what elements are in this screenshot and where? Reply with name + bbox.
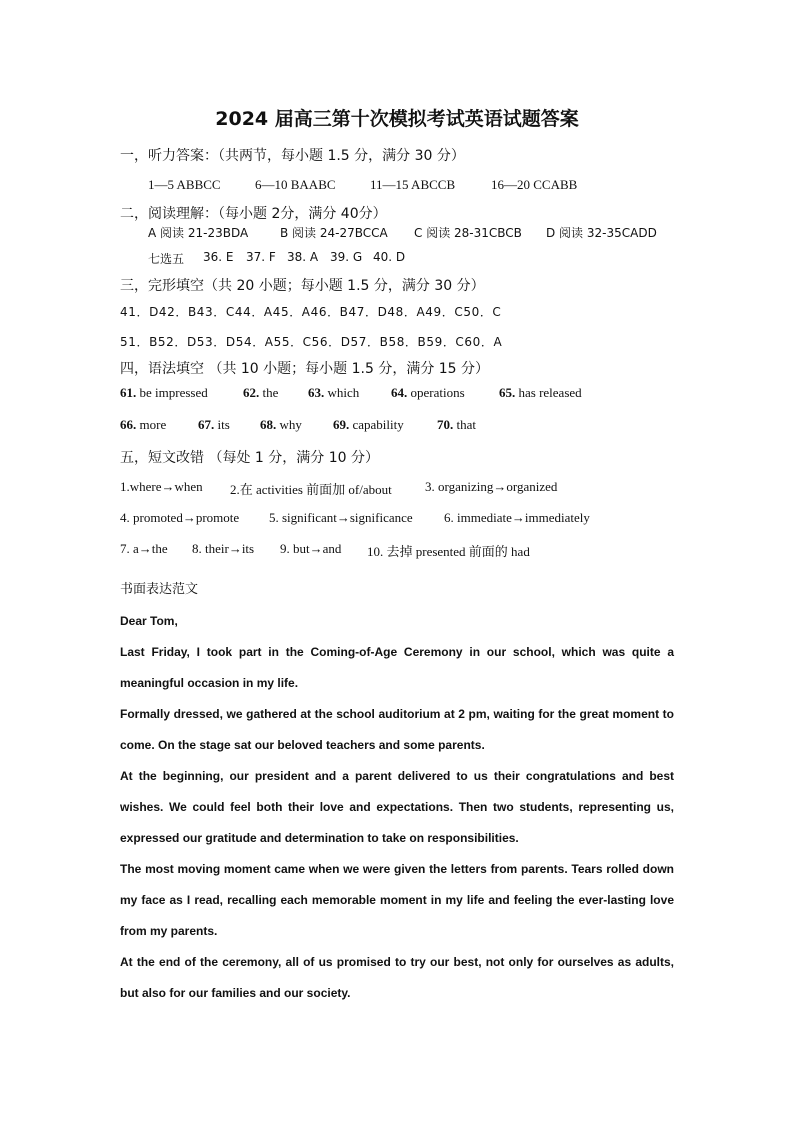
- grammar-answer: why: [276, 417, 302, 432]
- listening-heading: 一，听力答案：（共两节，每小题 1.5 分，满分 30 分）: [120, 148, 465, 164]
- grammar-answer: capability: [349, 417, 404, 432]
- grammar-num: 66.: [120, 417, 137, 432]
- seven-answer: 38. A: [287, 250, 319, 264]
- grammar-answer: operations: [407, 385, 465, 400]
- correction-item: 4. promoted→promote: [120, 510, 240, 525]
- grammar-num: 63.: [308, 385, 325, 400]
- grammar-answer: which: [324, 385, 360, 400]
- grammar-answer: that: [453, 417, 476, 432]
- essay-paragraph: Formally dressed, we gathered at the school auditorium at 2 pm, waiting for the great moment to come. On the stage sat our beloved teachers and some parents.: [120, 707, 674, 752]
- listening-answer: 6—10 BAABC: [255, 177, 336, 192]
- correction-item: 5. significant→significance: [269, 510, 413, 525]
- essay-paragraph: Last Friday, I took part in the Coming-of-Age Ceremony in our school, which was quite a meaningful occasion in my life.: [120, 645, 674, 690]
- reading-answer: B 阅读 24-27BCCA: [280, 226, 388, 240]
- grammar-num: 69.: [333, 417, 350, 432]
- grammar-num: 70.: [437, 417, 454, 432]
- reading-answer: A 阅读 21-23BDA: [148, 226, 249, 240]
- reading-answer: C 阅读 28-31CBCB: [414, 226, 522, 240]
- seven-answer: 40. D: [373, 250, 406, 264]
- correction-item: 6. immediate→immediately: [444, 510, 590, 525]
- grammar-num: 65.: [499, 385, 516, 400]
- essay-paragraph: The most moving moment came when we were given the letters from parents. Tears rolled down my face as I read, recalling each memorable moment in my life and feeling the ever-lasting love from my parents.: [120, 862, 674, 938]
- correction-item: 9. but→and: [280, 541, 342, 556]
- cloze-answers-line-2: 51．B52．D53．D54．A55．C56．D57．B58．B59．C60．A: [120, 335, 503, 349]
- grammar-num: 64.: [391, 385, 408, 400]
- grammar-answer: has released: [515, 385, 582, 400]
- grammar-answer: its: [214, 417, 230, 432]
- correction-item: 10. 去掉 presented 前面的 had: [367, 544, 530, 559]
- reading-heading: 二，阅读理解：（每小题 2分，满分 40分）: [120, 206, 387, 222]
- writing-sample-essay: [120, 606, 674, 1009]
- reading-answer: D 阅读 32-35CADD: [546, 226, 657, 240]
- grammar-answer: more: [136, 417, 167, 432]
- seven-answer: 39. G: [330, 250, 363, 264]
- grammar-num: 61.: [120, 385, 137, 400]
- grammar-answer: be impressed: [136, 385, 208, 400]
- grammar-answer: the: [259, 385, 279, 400]
- grammar-heading: 四，语法填空 （共 10 小题；每小题 1.5 分，满分 15 分）: [120, 361, 490, 377]
- cloze-heading: 三，完形填空（共 20 小题；每小题 1.5 分，满分 30 分）: [120, 278, 485, 294]
- essay-greeting: Dear Tom,: [120, 614, 178, 628]
- correction-item: 1.where→when: [120, 479, 203, 494]
- correction-item: 3. organizing→organized: [425, 479, 558, 494]
- writing-sample-label: 书面表达范文: [120, 582, 199, 597]
- correction-heading: 五，短文改错 （每处 1 分，满分 10 分）: [120, 450, 379, 466]
- seven-answer: 36. E: [203, 250, 234, 264]
- seven-choose-five-label: 七选五: [148, 252, 185, 266]
- correction-item: 2.在 activities 前面加 of/about: [230, 482, 392, 497]
- seven-answer: 37. F: [246, 250, 276, 264]
- page-title: 2024 届高三第十次模拟考试英语试题答案: [215, 108, 579, 130]
- correction-item: 7. a→the: [120, 541, 168, 556]
- cloze-answers-line-1: 41．D42．B43．C44．A45．A46．B47．D48．A49．C50．C: [120, 305, 502, 319]
- grammar-num: 68.: [260, 417, 277, 432]
- essay-paragraph: At the beginning, our president and a parent delivered to us their congratulations and best wishes. We could feel both their love and expectations. Then two students, representing us, expressed our gratitude and determination to take on responsibilities.: [120, 769, 674, 845]
- correction-item: 8. their→its: [192, 541, 255, 556]
- listening-answer: 11—15 ABCCB: [370, 177, 456, 192]
- listening-answer: 16—20 CCABB: [491, 177, 578, 192]
- listening-answer: 1—5 ABBCC: [148, 177, 221, 192]
- essay-paragraph: At the end of the ceremony, all of us promised to try our best, not only for ourselves as adults, but also for our families and our society.: [120, 955, 674, 1000]
- grammar-num: 67.: [198, 417, 215, 432]
- grammar-num: 62.: [243, 385, 260, 400]
